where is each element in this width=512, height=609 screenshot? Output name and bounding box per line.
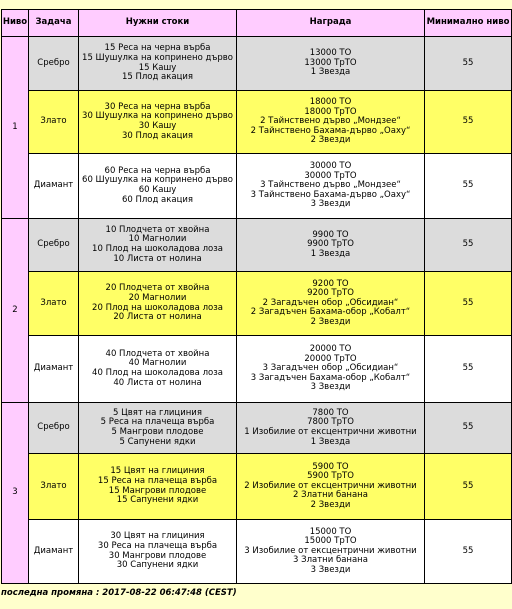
goods-line: 15 Плод акация xyxy=(121,72,194,83)
goods-line: 15 Шушулка на копринено дърво xyxy=(82,52,233,63)
reward-line: 20000 ТО xyxy=(309,344,352,355)
reward-line: 2 Звезди xyxy=(310,499,351,510)
goods-line: 15 Реса на черна върба xyxy=(104,43,211,54)
table-row xyxy=(2,336,512,403)
reward-cell xyxy=(237,154,425,219)
reward-line: 5900 ТрТО xyxy=(307,471,354,482)
reward-line: 13000 ТО xyxy=(309,48,352,59)
required-goods-cell xyxy=(79,37,237,91)
task-name-cell: Злато xyxy=(29,91,79,154)
task-name-cell: Сребро xyxy=(29,37,79,91)
reward-line: 9900 ТрТО xyxy=(307,239,354,250)
required-goods-cell xyxy=(79,154,237,219)
required-goods-cell xyxy=(79,91,237,154)
min-level-cell: 55 xyxy=(425,219,512,272)
goods-line: 15 Мангрови плодове xyxy=(108,485,207,496)
header-goods: Нужни стоки xyxy=(79,10,237,37)
goods-line: 5 Реса на плачеща върба xyxy=(100,417,215,428)
level-cell: 1 xyxy=(2,37,29,219)
reward-cell xyxy=(237,520,425,584)
reward-line: 2 Загадъчен обор „Обсидиан“ xyxy=(262,297,399,308)
goods-line: 15 Цвят на глициния xyxy=(110,466,205,477)
reward-line: 3 Тайнствено дърво „Мондзее“ xyxy=(260,180,401,191)
goods-line: 40 Магнолии xyxy=(128,358,187,369)
goods-line: 5 Сапунени ядки xyxy=(119,436,196,447)
quest-table-body xyxy=(2,37,512,584)
goods-line: 40 Плод на шоколадова лоза xyxy=(92,368,223,378)
table-row xyxy=(2,454,512,520)
reward-line: 7800 ТрТО xyxy=(307,417,354,428)
table-row xyxy=(2,37,512,91)
reward-line: 9200 ТО xyxy=(312,278,349,289)
table-row xyxy=(2,272,512,336)
reward-line: 2 Изобилие от ексцентрични животни xyxy=(244,480,417,491)
required-goods-cell xyxy=(79,403,237,454)
reward-line: 3 Звезди xyxy=(310,199,351,210)
reward-line: 15000 ТрТО xyxy=(304,536,357,547)
table-row xyxy=(2,91,512,154)
min-level-cell: 55 xyxy=(425,336,512,403)
required-goods-cell xyxy=(79,272,237,336)
task-name-cell: Диамант xyxy=(29,520,79,584)
goods-line: 30 Шушулка на копринено дърво xyxy=(82,111,233,122)
header-min-level: Минимално ниво xyxy=(425,10,512,37)
reward-line: 30000 ТрТО xyxy=(304,170,357,181)
goods-line: 30 Плод акация xyxy=(121,130,194,141)
goods-line: 30 Кашу xyxy=(138,121,177,131)
required-goods-cell xyxy=(79,336,237,403)
reward-cell xyxy=(237,454,425,520)
reward-line: 1 Изобилие от ексцентрични животни xyxy=(244,427,417,437)
quest-table xyxy=(1,9,512,584)
task-name-cell: Злато xyxy=(29,454,79,520)
task-name-cell: Диамант xyxy=(29,336,79,403)
goods-line: 60 Шушулка на копринено дърво xyxy=(82,175,233,186)
goods-line: 30 Мангрови плодове xyxy=(108,550,207,561)
goods-line: 10 Листа от нолина xyxy=(113,253,202,264)
reward-cell xyxy=(237,219,425,272)
reward-line: 3 Звезди xyxy=(310,382,351,393)
reward-line: 2 Загадъчен Бахама-обор „Кобалт“ xyxy=(250,307,411,318)
goods-line: 30 Цвят на глициния xyxy=(110,531,205,542)
header-task: Задача xyxy=(29,10,79,37)
task-name-cell: Злато xyxy=(29,272,79,336)
goods-line: 15 Реса на плачеща върба xyxy=(97,475,218,486)
required-goods-cell xyxy=(79,454,237,520)
reward-line: 3 Загадъчен Бахама-обор „Кобалт“ xyxy=(250,372,411,383)
table-row xyxy=(2,154,512,219)
level-cell: 3 xyxy=(2,403,29,584)
reward-line: 3 Загадъчен обор „Обсидиан“ xyxy=(262,363,399,374)
reward-cell xyxy=(237,272,425,336)
goods-line: 15 Сапунени ядки xyxy=(116,495,199,506)
goods-line: 20 Плод на шоколадова лоза xyxy=(92,302,223,313)
task-name-cell: Диамант xyxy=(29,154,79,219)
reward-line: 9200 ТрТО xyxy=(307,288,354,299)
reward-line: 2 Звезди xyxy=(310,316,351,327)
goods-line: 10 Магнолии xyxy=(128,234,187,245)
reward-cell xyxy=(237,37,425,91)
reward-cell xyxy=(237,336,425,403)
goods-line: 5 Цвят на глициния xyxy=(113,407,202,418)
reward-line: 9900 ТО xyxy=(312,229,349,240)
min-level-cell: 55 xyxy=(425,272,512,336)
reward-line: 2 Тайнствено Бахама-дърво „Оаху“ xyxy=(250,125,411,136)
goods-line: 40 Плодчета от хвойна xyxy=(105,348,210,359)
reward-line: 18000 ТрТО xyxy=(304,106,357,117)
table-header-row xyxy=(2,10,512,37)
min-level-cell: 55 xyxy=(425,454,512,520)
task-name-cell: Сребро xyxy=(29,403,79,454)
reward-line: 20000 ТрТО xyxy=(304,353,357,364)
goods-line: 5 Мангрови плодове xyxy=(111,427,204,437)
goods-line: 30 Сапунени ядки xyxy=(116,560,199,571)
goods-line: 10 Плод на шоколадова лоза xyxy=(92,244,223,254)
last-modified-footer: последна промяна : 2017-08-22 06:47:48 (CEST) xyxy=(1,588,237,598)
reward-line: 3 Звезди xyxy=(310,564,351,575)
goods-line: 15 Кашу xyxy=(138,62,177,73)
goods-line: 20 Плодчета от хвойна xyxy=(105,283,210,294)
reward-line: 2 Тайнствено дърво „Мондзее“ xyxy=(260,116,401,127)
reward-line: 2 Звезди xyxy=(310,135,351,146)
reward-line: 18000 ТО xyxy=(309,97,352,108)
reward-line: 3 Тайнствено Бахама-дърво „Оаху“ xyxy=(250,189,411,200)
goods-line: 60 Реса на черна върба xyxy=(104,165,211,176)
required-goods-cell xyxy=(79,520,237,584)
min-level-cell: 55 xyxy=(425,91,512,154)
task-name-cell: Сребро xyxy=(29,219,79,272)
required-goods-cell xyxy=(79,219,237,272)
goods-line: 60 Плод акация xyxy=(121,194,194,205)
reward-line: 30000 ТО xyxy=(309,161,352,172)
goods-line: 40 Листа от нолина xyxy=(113,377,202,388)
level-cell: 2 xyxy=(2,219,29,403)
reward-line: 13000 ТрТО xyxy=(304,57,357,68)
reward-line: 1 Звезда xyxy=(310,436,351,447)
reward-cell xyxy=(237,91,425,154)
min-level-cell: 55 xyxy=(425,520,512,584)
header-level: Ниво xyxy=(2,10,29,37)
goods-line: 10 Плодчета от хвойна xyxy=(105,224,210,235)
reward-line: 1 Звезда xyxy=(310,67,351,78)
table-row xyxy=(2,520,512,584)
reward-line: 2 Златни банана xyxy=(293,490,368,501)
goods-line: 20 Магнолии xyxy=(128,292,187,303)
goods-line: 20 Листа от нолина xyxy=(113,312,202,323)
reward-line: 15000 ТО xyxy=(309,526,352,537)
min-level-cell: 55 xyxy=(425,154,512,219)
reward-line: 5900 ТО xyxy=(312,461,349,472)
goods-line: 30 Реса на плачеща върба xyxy=(97,540,218,551)
reward-line: 7800 ТО xyxy=(312,407,349,418)
reward-line: 3 Изобилие от ексцентрични животни xyxy=(244,545,417,556)
min-level-cell: 55 xyxy=(425,403,512,454)
reward-line: 3 Златни банана xyxy=(293,555,368,566)
min-level-cell: 55 xyxy=(425,37,512,91)
goods-line: 30 Реса на черна върба xyxy=(104,101,211,112)
table-row xyxy=(2,219,512,272)
goods-line: 60 Кашу xyxy=(138,185,177,195)
reward-line: 1 Звезда xyxy=(310,248,351,259)
table-row xyxy=(2,403,512,454)
header-reward: Награда xyxy=(237,10,425,37)
reward-cell xyxy=(237,403,425,454)
